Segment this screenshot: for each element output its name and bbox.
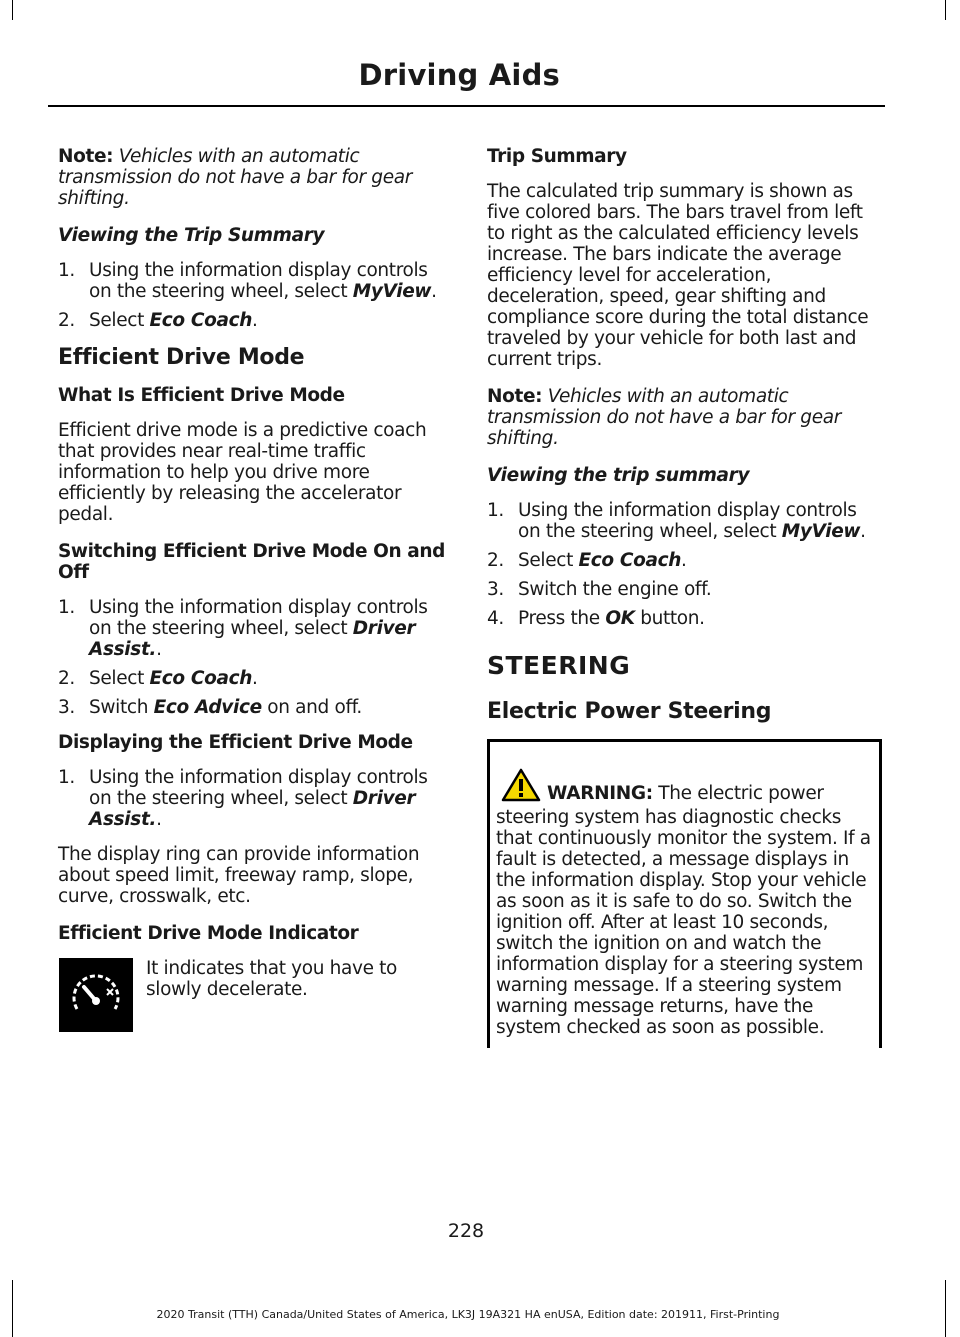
switching-steps [58, 597, 450, 718]
step-text: Press the [518, 608, 606, 629]
step-number: 4. [487, 608, 504, 629]
indicator-text: It indicates that you have to slowly decelerate. [146, 958, 398, 1000]
list-item [58, 597, 450, 660]
footer-edition-info: 2020 Transit (TTH) Canada/United States of America, LK3J 19A321 HA enUSA, Edition date: 201911, First-Printing [156, 1308, 780, 1321]
note-text: Vehicles with an automatic transmission do not have a bar for gear shifting. [487, 386, 841, 449]
step-text: Using the information display controls on the steering wheel, select [89, 767, 428, 809]
what-is-text: Efficient drive mode is a predictive coach that provides near real-time traffic information to help you drive more efficiently by releasing the accelerator pedal. [58, 420, 427, 525]
display-ring-text: The display ring can provide information about speed limit, freeway ramp, slope, curve, crosswalk, etc. [58, 844, 420, 907]
note [58, 146, 450, 209]
list-item [487, 500, 882, 542]
note-label: Note: [487, 386, 543, 407]
displaying-steps [58, 767, 450, 830]
step-text: Using the information display controls on the steering wheel, select [89, 260, 428, 302]
efficient-drive-mode-title: Efficient Drive Mode [58, 345, 305, 370]
page-header-title: Driving Aids [358, 58, 560, 92]
step-number: 2. [58, 310, 75, 331]
what-is-heading: What Is Efficient Drive Mode [58, 385, 345, 406]
step-text-end: . [681, 550, 687, 571]
step-text-end: . [156, 639, 162, 660]
step-menu-term: Eco Coach [149, 310, 253, 331]
note-text: Vehicles with an automatic transmission do not have a bar for gear shifting. [58, 146, 412, 209]
step-text: Using the information display controls on the steering wheel, select [89, 597, 428, 639]
warning-triangle-icon [501, 768, 541, 807]
indicator-row [58, 958, 450, 1048]
warning-box [487, 739, 882, 1048]
list-item [58, 697, 450, 718]
note-label: Note: [58, 146, 114, 167]
page-number: 228 [447, 1220, 485, 1242]
displaying-heading: Displaying the Efficient Drive Mode [58, 732, 413, 753]
electric-power-steering-heading: Electric Power Steering [487, 699, 772, 724]
trip-summary-heading: Trip Summary [487, 146, 627, 167]
warning-label: WARNING: [547, 783, 653, 804]
step-menu-term: Driver Assist. [89, 618, 416, 660]
step-number: 3. [58, 697, 75, 718]
warning-text: The electric power steering system has diagnostic checks that continuously monitor the system. If a fault is detected, a message displays in the information display. Stop your vehicle as soon as it is safe to do so. Switch the ignition off. After at least 10 seconds, switch the ignition on and watch the information display for a steering system warning message. If a steering system warning message returns, have the system checked as soon as possible. [496, 783, 871, 1038]
step-text: Switch [89, 697, 154, 718]
trip-summary-text: The calculated trip summary is shown as five colored bars. The bars travel from left to right as the calculated efficiency levels increase. The bars indicate the average efficiency level for acceleration, deceleration, speed, gear shifting and compliance score during the total distance traveled by your vehicle for both last and current trips. [487, 181, 869, 370]
step-menu-term: Eco Advice [153, 697, 262, 718]
step-text: Switch the engine off. [518, 579, 712, 600]
step-menu-term: MyView [352, 281, 432, 302]
speedometer-decelerate-icon [59, 958, 133, 1032]
step-number: 3. [487, 579, 504, 600]
list-item [487, 579, 882, 600]
step-text-end: . [860, 521, 866, 542]
step-number: 1. [58, 597, 75, 618]
list-item [487, 608, 882, 629]
note [487, 386, 882, 449]
crop-mark [945, 0, 946, 20]
step-text: Select [518, 550, 579, 571]
step-text: Using the information display controls on the steering wheel, select [518, 500, 857, 542]
viewing-trip-summary-heading: Viewing the Trip Summary [58, 225, 325, 246]
step-menu-term: Driver Assist. [89, 788, 416, 830]
step-number: 1. [487, 500, 504, 521]
switching-heading: Switching Efficient Drive Mode On and Off [58, 541, 445, 583]
step-text-end: . [431, 281, 437, 302]
step-text: Select [89, 668, 150, 689]
step-number: 2. [487, 550, 504, 571]
crop-mark [945, 1280, 946, 1337]
step-menu-term: MyView [781, 521, 861, 542]
viewing-steps [487, 500, 882, 629]
step-menu-term: Eco Coach [149, 668, 253, 689]
list-item [58, 310, 450, 331]
step-number: 1. [58, 767, 75, 788]
step-text-end: button. [634, 608, 705, 629]
step-text-end: . [252, 310, 258, 331]
step-menu-term: OK [605, 608, 635, 629]
viewing-steps [58, 260, 450, 331]
right-column [487, 146, 882, 1048]
list-item [58, 260, 450, 302]
step-text-end: on and off. [261, 697, 362, 718]
step-menu-term: Eco Coach [578, 550, 682, 571]
step-text-end: . [252, 668, 258, 689]
step-text: Select [89, 310, 150, 331]
steering-chapter-title: STEERING [487, 651, 631, 680]
list-item [58, 668, 450, 689]
viewing-trip-summary-heading: Viewing the trip summary [487, 465, 750, 486]
list-item [487, 550, 882, 571]
step-number: 1. [58, 260, 75, 281]
step-text-end: . [156, 809, 162, 830]
step-number: 2. [58, 668, 75, 689]
crop-mark [12, 0, 13, 20]
list-item [58, 767, 450, 830]
indicator-heading: Efficient Drive Mode Indicator [58, 923, 359, 944]
header-divider [48, 105, 885, 107]
left-column [58, 146, 450, 1048]
